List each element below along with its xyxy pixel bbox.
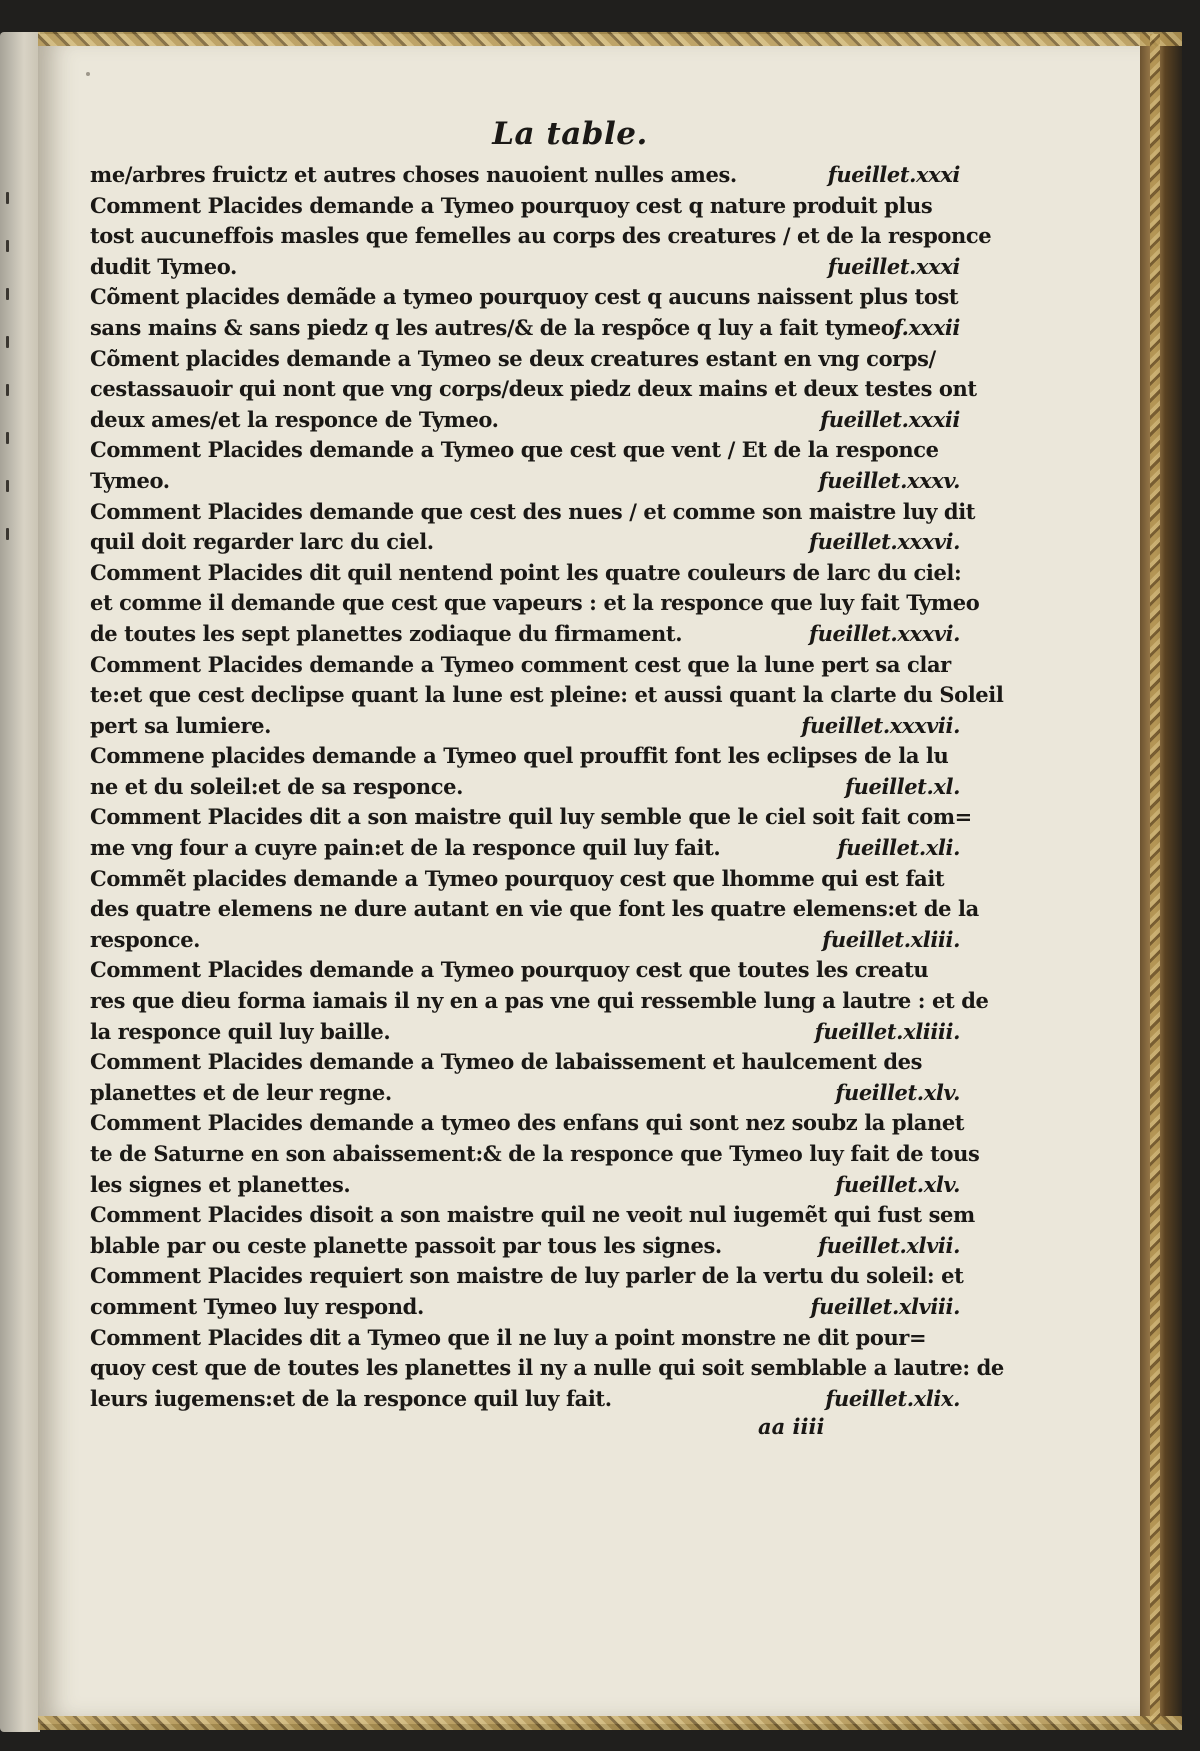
folio-reference: fueillet.xli. (837, 835, 960, 861)
text-line (90, 1139, 980, 1170)
page-header: La table. (492, 116, 648, 152)
text-line (90, 1108, 965, 1139)
text-line (90, 955, 960, 986)
folio-reference: fueillet.xl. (845, 773, 960, 799)
text-line (90, 1017, 960, 1048)
text-line (90, 344, 960, 375)
text-line (90, 405, 960, 436)
line-text: Comment Placides disoit a son maistre quil ne veoit nul iugemẽt qui fust sem (90, 1202, 975, 1228)
gilt-border-top (38, 32, 1182, 46)
text-line (90, 772, 960, 803)
line-text: pert sa lumiere. (90, 712, 272, 738)
line-text: dudit Tymeo. (90, 253, 237, 279)
text-line (90, 466, 960, 497)
page-smudge (86, 72, 90, 76)
line-text: des quatre elemens ne dure autant en vie que font les quatre elemens:et de la (90, 896, 979, 922)
line-text: te de Saturne en son abaissement:& de la responce que Tymeo luy fait de tous (90, 1141, 980, 1166)
line-text: Comment Placides dit quil nentend point les quatre couleurs de larc du ciel: (90, 559, 962, 585)
line-text: Comment Placides requiert son maistre de luy parler de la vertu du soleil: et (90, 1263, 964, 1289)
text-line (90, 588, 980, 619)
line-text: me vng four a cuyre pain:et de la responce quil luy fait. (90, 835, 721, 861)
text-line (90, 558, 960, 589)
text-line (90, 1200, 975, 1231)
text-line (90, 1353, 1004, 1384)
line-text: leurs iugemens:et de la responce quil luy fait. (90, 1385, 612, 1411)
line-text: Comment Placides demande a Tymeo de labaissement et haulcement des (90, 1049, 922, 1075)
text-line (90, 1261, 964, 1292)
line-text: blable par ou ceste planette passoit par tous les signes. (90, 1232, 722, 1258)
table-of-contents (90, 160, 1004, 1414)
line-text: Comment Placides dit a Tymeo que il ne luy a point monstre ne dit pour= (90, 1324, 927, 1350)
folio-reference: fueillet.xlv. (835, 1079, 960, 1105)
text-line (90, 894, 979, 925)
folio-reference: fueillet.xxxii (820, 406, 960, 432)
text-line (90, 741, 960, 772)
text-line (90, 1170, 960, 1201)
text-line (90, 527, 960, 558)
line-text: quil doit regarder larc du ciel. (90, 529, 434, 555)
text-line (90, 1323, 960, 1354)
folio-reference: fueillet.xliiii. (814, 1018, 960, 1044)
line-text: res que dieu forma iamais il ny en a pas vne qui ressemble lung a lautre : et de (90, 988, 989, 1014)
line-text: tost aucuneffois masles que femelles au corps des creatures / et de la responce (90, 223, 992, 249)
text-line (90, 619, 960, 650)
text-line (90, 986, 989, 1017)
folio-reference: fueillet.xxxvi. (808, 620, 960, 646)
folio-reference: fueillet.xxxi (827, 162, 960, 187)
text-line (90, 160, 960, 191)
text-line (90, 497, 976, 528)
line-text: Commene placides demande a Tymeo quel prouffit font les eclipses de la lu (90, 743, 949, 769)
line-text: la responce quil luy baille. (90, 1018, 391, 1044)
text-line (90, 711, 960, 742)
line-text: ne et du soleil:et de sa responce. (90, 773, 463, 799)
signature-mark: aa iiii (758, 1414, 825, 1439)
line-text: comment Tymeo luy respond. (90, 1293, 424, 1319)
text-line (90, 374, 977, 405)
text-line (90, 864, 960, 895)
text-line (90, 1078, 960, 1109)
line-text: Tymeo. (90, 467, 170, 493)
previous-page-edge (0, 32, 40, 1732)
text-line (90, 1384, 960, 1415)
line-text: Cõment placides demande a Tymeo se deux creatures estant en vng corps/ (90, 345, 936, 371)
folio-reference: fueillet.xlvii. (818, 1232, 960, 1258)
text-line (90, 313, 960, 344)
folio-reference: f.xxxii (893, 314, 960, 340)
line-text: sans mains & sans piedz q les autres/& de la respõce q luy a fait tymeo. (90, 314, 901, 340)
line-text: et comme il demande que cest que vapeurs : et la responce que luy fait Tymeo (90, 590, 980, 616)
folio-reference: fueillet.xliii. (822, 926, 960, 952)
folio-reference: fueillet.xlv. (835, 1171, 960, 1197)
text-line (90, 1231, 960, 1262)
line-text: Cõment placides demãde a tymeo pourquoy cest q aucuns naissent plus tost (90, 284, 959, 310)
line-text: les signes et planettes. (90, 1171, 351, 1197)
line-text: de toutes les sept planettes zodiaque du firmament. (90, 620, 683, 646)
text-line (90, 221, 992, 252)
line-text: Comment Placides demande que cest des nues / et comme son maistre luy dit (90, 498, 976, 524)
folio-reference: fueillet.xxxvi. (808, 529, 960, 555)
text-line (90, 833, 960, 864)
previous-page-text-marks (6, 192, 16, 576)
text-line (90, 802, 972, 833)
text-line (90, 680, 1004, 711)
line-text: me/arbres fruictz et autres choses nauoient nulles ames. (90, 162, 737, 187)
folio-reference: fueillet.xxxi (827, 253, 960, 279)
line-text: Comment Placides demande a Tymeo que cest que vent / Et de la responce (90, 437, 939, 463)
line-text: Comment Placides demande a Tymeo pourquoy cest que toutes les creatu (90, 957, 929, 983)
line-text: planettes et de leur regne. (90, 1079, 392, 1105)
text-line (90, 252, 960, 283)
text-line (90, 1047, 960, 1078)
line-text: responce. (90, 926, 201, 952)
text-line (90, 191, 960, 222)
folio-reference: fueillet.xxxv. (818, 467, 960, 493)
text-line (90, 650, 960, 681)
line-text: deux ames/et la responce de Tymeo. (90, 406, 499, 432)
folio-reference: fueillet.xlix. (825, 1385, 960, 1411)
line-text: Commẽt placides demande a Tymeo pourquoy cest que lhomme qui est fait (90, 865, 945, 891)
line-text: quoy cest que de toutes les planettes il ny a nulle qui soit semblable a lautre: de (90, 1355, 1004, 1381)
folio-reference: fueillet.xxxvii. (801, 712, 960, 738)
text-line (90, 282, 960, 313)
text-line (90, 435, 960, 466)
line-text: te:et que cest declipse quant la lune est pleine: et aussi quant la clarte du Soleil (90, 682, 1004, 708)
gilt-border-right (1150, 34, 1160, 1724)
line-text: cestassauoir qui nont que vng corps/deux piedz deux mains et deux testes ont (90, 376, 977, 402)
text-line (90, 1292, 960, 1323)
line-text: Comment Placides demande a Tymeo comment cest que la lune pert sa clar (90, 651, 951, 677)
line-text: Comment Placides demande a Tymeo pourquoy cest q nature produit plus (90, 192, 933, 218)
text-line (90, 925, 960, 956)
book-cover-edge (1140, 34, 1182, 1724)
line-text: Comment Placides dit a son maistre quil luy semble que le ciel soit fait com= (90, 804, 972, 830)
folio-reference: fueillet.xlviii. (810, 1293, 960, 1319)
gilt-border-bottom (38, 1716, 1182, 1730)
line-text: Comment Placides demande a tymeo des enfans qui sont nez soubz la planet (90, 1110, 965, 1136)
